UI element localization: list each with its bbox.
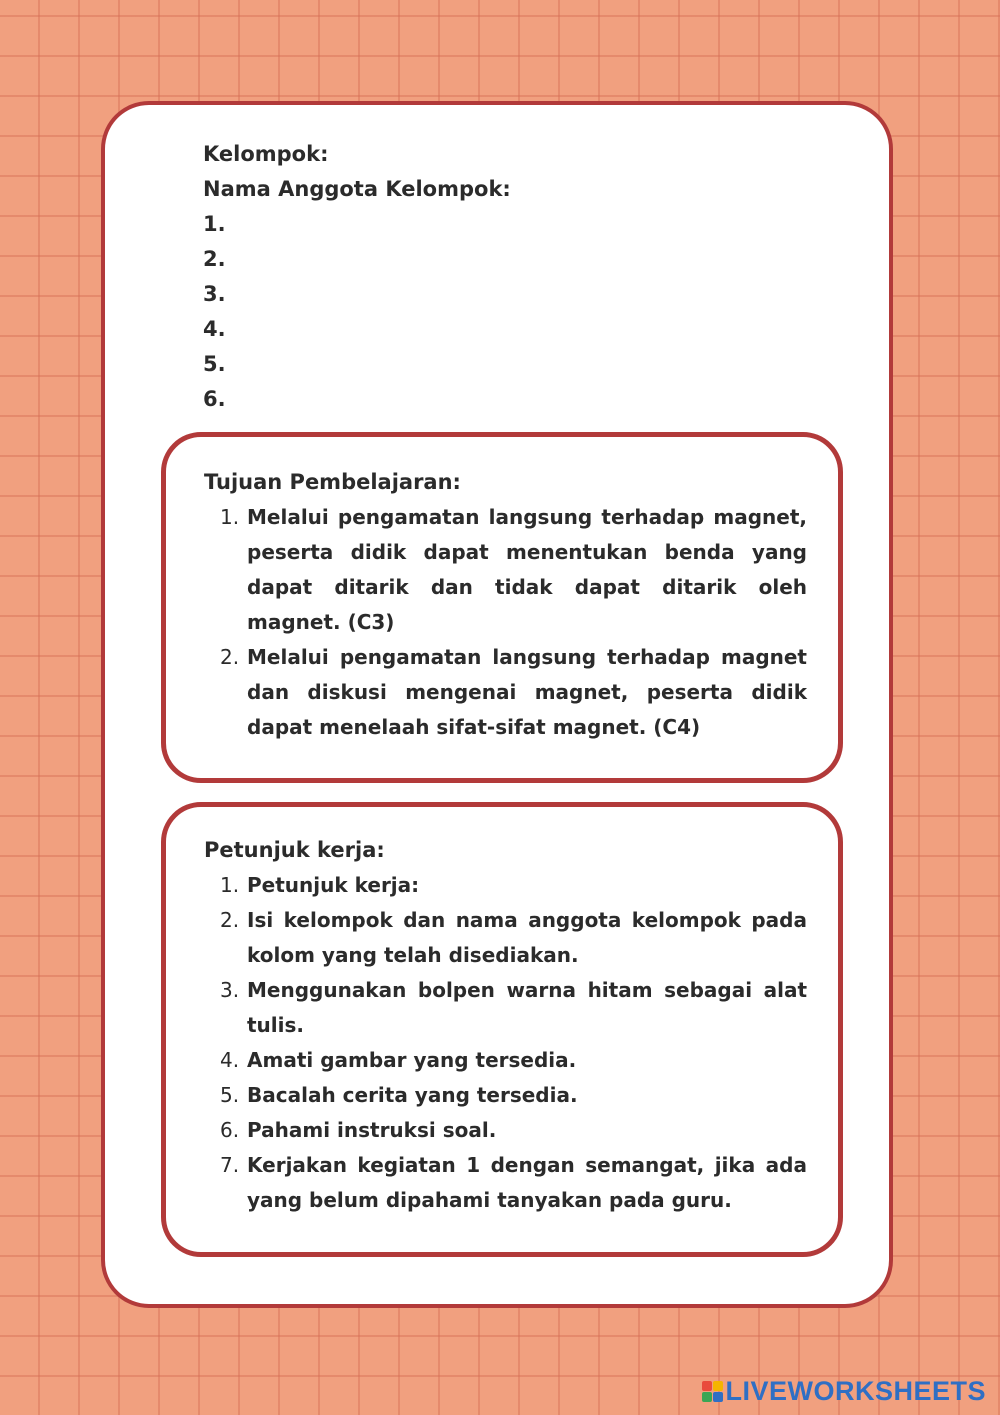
- worksheet-card: [101, 101, 893, 1308]
- list-item-text: Bacalah cerita yang tersedia.: [247, 1083, 578, 1107]
- list-item: [220, 1043, 807, 1078]
- logo-square: [702, 1392, 712, 1402]
- list-item-text: Pahami instruksi soal.: [247, 1118, 497, 1142]
- list-item-number: 1.: [220, 873, 240, 897]
- members-label: Nama Anggota Kelompok:: [203, 177, 511, 201]
- member-number: 5.: [203, 352, 226, 376]
- group-label: Kelompok:: [203, 142, 329, 166]
- list-item-text: Isi kelompok dan nama anggota kelompok pada kolom yang telah disediakan.: [247, 908, 807, 967]
- list-item-text: Melalui pengamatan langsung terhadap magnet dan diskusi mengenai magnet, peserta didik dapat menelaah sifat-sifat magnet. (C4): [247, 645, 807, 739]
- list-item-number: 5.: [220, 1083, 240, 1107]
- logo-square: [702, 1381, 712, 1391]
- list-item-text: Menggunakan bolpen warna hitam sebagai alat tulis.: [247, 978, 807, 1037]
- member-number: 2.: [203, 247, 226, 271]
- watermark-text: LIVEWORKSHEETS: [725, 1376, 986, 1406]
- member-number: 1.: [203, 212, 226, 236]
- list-item-number: 2.: [220, 645, 240, 669]
- list-item-text: Melalui pengamatan langsung terhadap magnet, peserta didik dapat menentukan benda yang dapat ditarik dan tidak dapat ditarik oleh magnet. (C3): [247, 505, 807, 634]
- list-item: [220, 1078, 807, 1113]
- logo-square: [713, 1381, 723, 1391]
- instructions-list: [220, 868, 807, 1218]
- instructions-box: [161, 802, 843, 1257]
- list-item-number: 2.: [220, 908, 240, 932]
- liveworksheets-watermark: [702, 1376, 986, 1407]
- liveworksheets-logo-icon: [702, 1381, 723, 1402]
- learning-goals-list: [220, 500, 807, 745]
- logo-square: [713, 1392, 723, 1402]
- list-item: [220, 1113, 807, 1148]
- list-item-number: 7.: [220, 1153, 240, 1177]
- list-item: [220, 500, 807, 640]
- member-number: 6.: [203, 387, 226, 411]
- list-item-number: 6.: [220, 1118, 240, 1142]
- list-item: [220, 640, 807, 745]
- instructions-title: Petunjuk kerja:: [204, 838, 385, 862]
- member-number: 4.: [203, 317, 226, 341]
- member-number: 3.: [203, 282, 226, 306]
- learning-goals-title: Tujuan Pembelajaran:: [204, 470, 461, 494]
- list-item-number: 3.: [220, 978, 240, 1002]
- list-item-text: Petunjuk kerja:: [247, 873, 420, 897]
- list-item: [220, 973, 807, 1043]
- group-info: [203, 137, 511, 417]
- list-item: [220, 903, 807, 973]
- list-item-text: Kerjakan kegiatan 1 dengan semangat, jika ada yang belum dipahami tanyakan pada guru.: [247, 1153, 807, 1212]
- list-item-text: Amati gambar yang tersedia.: [247, 1048, 577, 1072]
- list-item-number: 4.: [220, 1048, 240, 1072]
- list-item: [220, 1148, 807, 1218]
- list-item: [220, 868, 807, 903]
- list-item-number: 1.: [220, 505, 240, 529]
- learning-goals-box: [161, 432, 843, 783]
